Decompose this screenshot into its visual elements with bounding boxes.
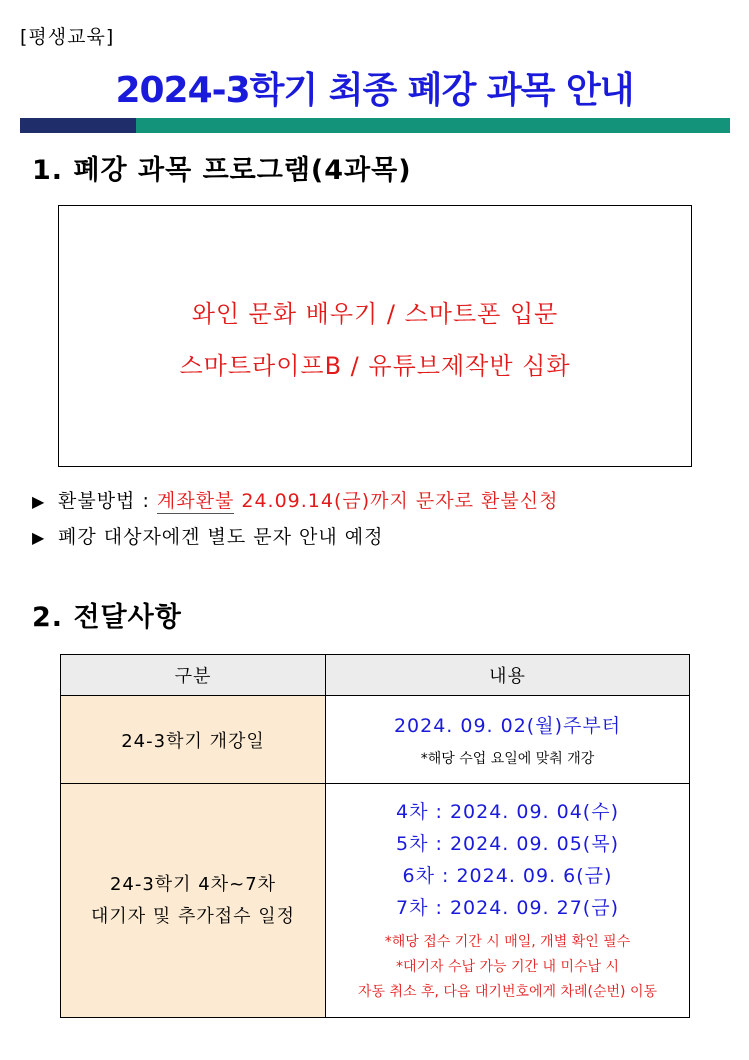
triangle-bullet-icon: ▶ [32, 492, 46, 511]
schedule-note: *해당 접수 기간 시 매일, 개별 확인 필수 [384, 934, 631, 950]
cancelled-courses-box [58, 205, 692, 467]
notice-text: 폐강 대상자에겐 별도 문자 안내 예정 [58, 526, 384, 548]
header-bar-navy [20, 118, 136, 133]
table-header-cell: 구분 [61, 655, 326, 696]
table-row [61, 784, 690, 1018]
refund-detail: 24.09.14(금)까지 문자로 환불신청 [241, 490, 559, 512]
page-title: 2024-3학기 최종 폐강 과목 안내 [115, 70, 634, 111]
table-header-row [61, 655, 690, 696]
info-table [60, 654, 690, 1018]
row-label [61, 784, 326, 1018]
row-label-line: 대기자 및 추가접수 일정 [90, 905, 296, 927]
header-bar-teal [136, 118, 730, 133]
row-label: 24-3학기 개강일 [61, 696, 326, 784]
row-content [326, 696, 690, 784]
table-header-cell: 내용 [326, 655, 690, 696]
section2-heading: 2. 전달사항 [32, 602, 182, 633]
section1-heading: 1. 폐강 과목 프로그램(4과목) [32, 155, 412, 186]
refund-label: 환불방법 : [58, 490, 150, 512]
category-tag: [평생교육] [20, 26, 115, 48]
notice-note [32, 522, 384, 549]
row-label-line: 24-3학기 4차~7차 [109, 873, 277, 895]
schedule-note: 자동 취소 후, 다음 대기번호에게 차례(순번) 이동 [357, 984, 658, 1000]
schedule-date: 6차 : 2024. 09. 6(금) [402, 865, 613, 887]
schedule-date: 7차 : 2024. 09. 27(금) [396, 897, 619, 919]
start-date: 2024. 09. 02(월)주부터 [393, 714, 622, 737]
schedule-date: 5차 : 2024. 09. 05(목) [396, 833, 619, 855]
refund-method: 계좌환불 [156, 490, 235, 512]
table-row [61, 696, 690, 784]
refund-note [32, 486, 558, 513]
course-line: 스마트라이프B / 유튜브제작반 심화 [179, 352, 571, 380]
triangle-bullet-icon: ▶ [32, 528, 46, 547]
start-note: *해당 수업 요일에 맞춰 개강 [420, 750, 595, 767]
course-line: 와인 문화 배우기 / 스마트폰 입문 [191, 300, 559, 328]
schedule-note: *대기자 수납 가능 기간 내 미수납 시 [395, 959, 620, 975]
row-content [326, 784, 690, 1018]
schedule-date: 4차 : 2024. 09. 04(수) [396, 801, 619, 823]
